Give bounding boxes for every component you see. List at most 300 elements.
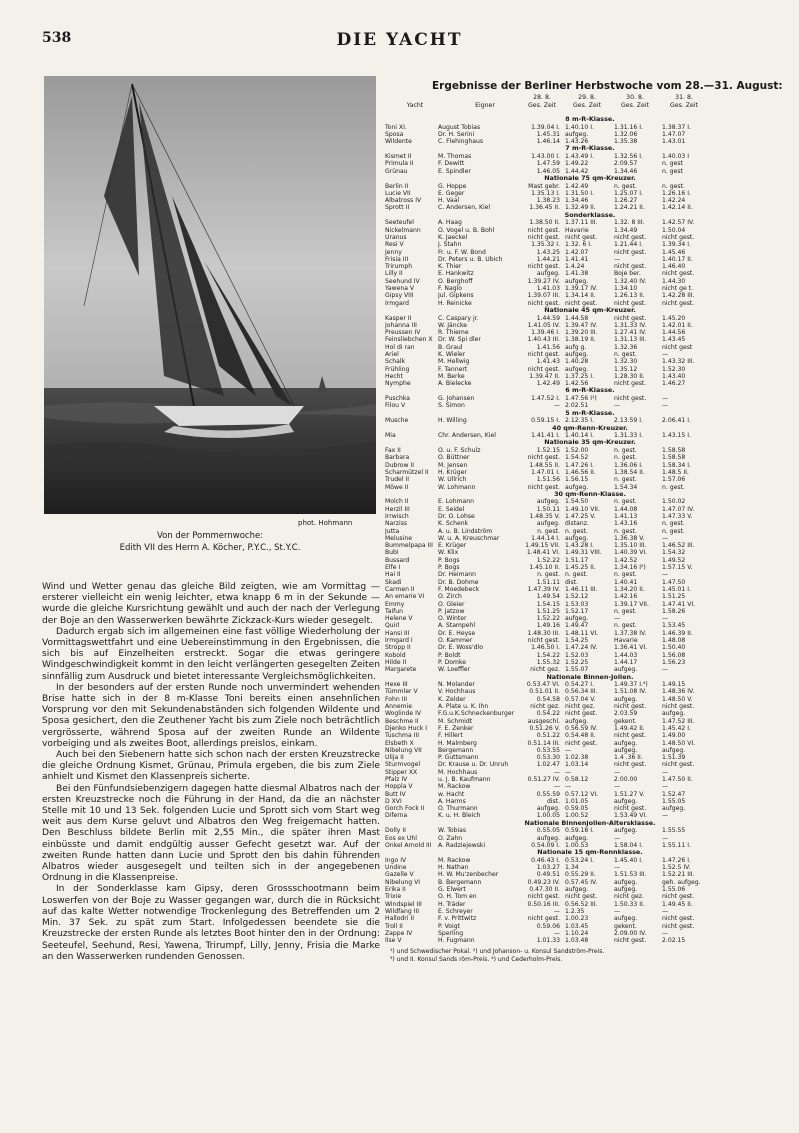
time-day-4: — <box>662 571 669 579</box>
time-day-4: 1.50.02 <box>662 498 686 506</box>
time-day-1: 1.52.15 <box>536 447 560 455</box>
yacht-name: Hol di ran <box>385 343 415 351</box>
result-row <box>385 775 790 783</box>
owner-name: M. Hellwig <box>438 358 470 366</box>
time-day-4: 1.52.21 III. <box>662 871 695 879</box>
time-day-2: 1.32.49 II. <box>565 204 596 212</box>
yacht-name: Wildente <box>385 138 412 146</box>
time-day-3: 1.31.33 IV. <box>614 321 647 329</box>
yacht-name: Musche <box>385 417 409 425</box>
owner-name: Dr. Heimann <box>438 571 476 579</box>
yacht-name: Dubrow II <box>385 461 415 469</box>
yacht-name: Nibelung VI <box>385 878 421 886</box>
result-row <box>385 123 790 131</box>
time-day-1: 1.55.32 <box>536 658 560 666</box>
owner-name: W. Klix <box>438 549 459 557</box>
time-day-4: 1.58.58 <box>662 454 686 462</box>
time-day-4: nicht gest. <box>662 922 695 930</box>
time-day-3: nicht gest. <box>614 314 647 322</box>
time-day-4: — <box>662 812 669 820</box>
result-row <box>385 915 790 923</box>
result-row <box>385 856 790 864</box>
time-day-2: 1.47.56 I¹) <box>565 395 597 403</box>
owner-name: W. Jäncke <box>438 321 468 329</box>
header-owner: Eigner <box>475 102 495 109</box>
time-day-1: 0.47.30 II. <box>529 886 560 894</box>
owner-name: R. Thieme <box>438 329 469 337</box>
time-day-1: 1.52.22 <box>536 615 560 623</box>
yacht-name: Albatross IV <box>385 197 422 205</box>
time-day-4: 1.52.5 IV. <box>662 864 691 872</box>
result-row <box>385 432 790 440</box>
time-day-1: 0.59.06 <box>536 922 560 930</box>
result-row <box>385 241 790 249</box>
result-row <box>385 527 790 535</box>
time-day-3: 1.35.38 <box>614 138 638 146</box>
result-row <box>385 270 790 278</box>
time-day-3: 1.34.20 II. <box>614 585 645 593</box>
time-day-3: aufgeg. <box>614 797 638 805</box>
time-day-3: aufgeg. <box>614 915 638 923</box>
owner-name: M. Hochhaus <box>438 768 478 776</box>
time-day-2: 1.02.38 <box>565 754 589 762</box>
time-day-1: aufgeg. <box>536 270 560 278</box>
time-day-2: 2.02.51 <box>565 402 589 410</box>
time-day-2: 1.44.42 <box>565 167 589 175</box>
time-day-3: n. gest. <box>614 571 637 579</box>
time-day-2: — <box>565 768 572 776</box>
yacht-name: Elsbeth X <box>385 739 414 747</box>
time-day-2: 1.56.15 <box>565 476 589 484</box>
time-day-3: aufgeg. <box>614 739 638 747</box>
owner-name: P. Voigt <box>438 922 460 930</box>
time-day-4: 1.42.14 II. <box>662 204 693 212</box>
owner-name: N. Molander <box>438 681 475 689</box>
time-day-4: 1.50.04 <box>662 226 686 234</box>
total-time-label: Ges. Zeit <box>670 101 698 109</box>
time-day-1: 1.47.52 I. <box>531 395 560 403</box>
time-day-3: 1.39.17 VII. <box>614 600 649 608</box>
time-day-1: 1.51.11 <box>536 578 560 586</box>
yacht-name: Woglinde IV <box>385 710 422 718</box>
time-day-4: — <box>662 834 669 842</box>
time-day-2: 1.38.19 II. <box>565 336 596 344</box>
date-1: 28. 8. <box>533 94 551 101</box>
yacht-name: Sturmvogel <box>385 761 421 769</box>
time-day-2: 1.45.25 II. <box>565 564 596 572</box>
owner-name: W. u. A. Kreuschmar <box>438 534 500 542</box>
time-day-3: 1.32.40 IV. <box>614 277 647 285</box>
result-row <box>385 204 790 212</box>
result-row <box>385 534 790 542</box>
time-day-2: 1.47.24 IV. <box>565 644 598 652</box>
result-row <box>385 513 790 520</box>
owner-name: August Tobias <box>438 123 481 131</box>
owner-name: A. Radziejewski <box>438 841 486 849</box>
owner-name: H. W. Mu'zenbecher <box>438 871 499 879</box>
time-day-3: 1.51.27 V. <box>614 790 645 798</box>
result-row <box>385 695 790 703</box>
result-row <box>385 893 790 901</box>
time-day-3: 2.09.57 <box>614 160 638 168</box>
result-row <box>385 483 790 491</box>
result-row <box>385 864 790 872</box>
time-day-4: 1.38.37 I. <box>662 123 691 131</box>
time-day-3: 1.40.39 VI. <box>614 549 648 557</box>
time-day-4: 1.47.33 V. <box>662 513 693 520</box>
time-day-2: 1.54.50 <box>565 498 589 506</box>
time-day-1: — <box>553 402 560 410</box>
time-day-2: 1.40.28 <box>565 358 589 366</box>
yacht-name: Hansi III <box>385 629 410 637</box>
time-day-2: 1.54.52 <box>565 454 589 462</box>
time-day-1: 0.53.30 <box>536 754 560 762</box>
owner-name: Bergemann <box>438 746 474 754</box>
time-day-1: 1.41.41 I. <box>531 432 560 440</box>
time-day-3: — <box>614 768 621 776</box>
result-row <box>385 153 790 161</box>
time-day-4: 1.43.32 III. <box>662 358 695 366</box>
time-day-4: 1.51.39 <box>662 754 686 762</box>
result-row <box>385 871 790 879</box>
owner-name: Dr. O. Lohse <box>438 513 475 520</box>
yacht-name: Nickelmann <box>385 226 421 234</box>
result-row <box>385 395 790 403</box>
header-date-1 <box>522 94 562 109</box>
time-day-1: 1.54.15 <box>536 600 560 608</box>
time-day-4: 1.56.23 <box>662 658 686 666</box>
yacht-name: Margarete <box>385 666 417 674</box>
yacht-name: Molch II <box>385 498 409 506</box>
owner-name: Dr. Peters u. B. Ubich <box>438 255 503 263</box>
time-day-3: 1.35.10 III. <box>614 542 647 550</box>
time-day-1: 1.41.03 <box>536 285 560 293</box>
class-heading: 5 m-R-Klasse. <box>565 408 615 417</box>
result-row <box>385 160 790 168</box>
time-day-4: 1.48.36 IV. <box>662 688 695 696</box>
class-heading: 6 m-R-Klasse. <box>565 386 615 395</box>
time-day-4: 1.45.20 <box>662 314 686 322</box>
time-day-3: 1.44.08 <box>614 505 638 513</box>
time-day-1: — <box>553 768 560 776</box>
time-day-3: 1.58.04 I. <box>614 841 643 849</box>
time-day-4: nicht gest. <box>662 893 695 901</box>
time-day-4: — <box>662 395 669 403</box>
page-number: 538 <box>42 30 72 46</box>
time-day-1: 1.46.50 I. <box>531 644 560 652</box>
yacht-name: Puschka <box>385 395 410 403</box>
results-column <box>385 80 790 963</box>
time-day-3: nicht gest. <box>614 299 647 307</box>
owner-name: M. Berke <box>438 372 465 380</box>
time-day-1: 1.41.56 <box>536 343 560 351</box>
time-day-2: 1.37.11 III. <box>565 219 598 227</box>
result-row <box>385 476 790 484</box>
time-day-2: 0.58.12 <box>565 775 589 783</box>
time-day-4: 1.56.08 <box>662 651 686 659</box>
owner-name: H. Nathan <box>438 864 469 872</box>
yacht-name: Irmgard <box>385 299 409 307</box>
time-day-4: n. gest. <box>662 527 685 535</box>
time-day-3: 1.34.10 <box>614 285 638 293</box>
time-day-3: 1.53.49 VI. <box>614 812 648 820</box>
yacht-name: Dolly II <box>385 827 406 835</box>
time-day-3: 1.34.16 I²) <box>614 564 646 572</box>
time-day-2: 0.57.12 VI. <box>565 790 599 798</box>
yacht-name: Barbara <box>385 454 410 462</box>
yacht-name: Trudel II <box>385 476 410 484</box>
time-day-1: 0.53.47 VI. <box>526 681 560 689</box>
owner-name: A. Stampehl <box>438 622 476 630</box>
result-row <box>385 790 790 798</box>
time-day-1: 1.02.47 <box>536 761 560 769</box>
yacht-name: Toni XI. <box>385 123 407 131</box>
owner-name: O. Thurmann <box>438 805 478 813</box>
time-day-4: 1.47.50 II. <box>662 775 693 783</box>
class-heading: Nationale 45 qm-Kreuzer. <box>544 305 636 314</box>
time-day-2: 1.34.14 II. <box>565 292 596 300</box>
time-day-1: 1.43.00 I. <box>531 153 560 161</box>
yacht-name: Kismet II <box>385 153 412 161</box>
yacht-name: Hilde II <box>385 658 407 666</box>
time-day-1: 0.51.27 IV. <box>527 775 560 783</box>
owner-name: F. E. Zenker <box>438 724 474 732</box>
time-day-1: n. gest. <box>537 571 560 579</box>
time-day-3: nicht gest. <box>614 761 647 769</box>
time-day-2: 0.59.18 I. <box>565 827 594 835</box>
date-4: 31. 8. <box>675 94 693 101</box>
time-day-4: 1.52.47 <box>662 790 686 798</box>
result-row <box>385 739 790 747</box>
results-title: Ergebnisse der Berliner Herbstwoche vom 28.—31. August: <box>432 80 783 92</box>
time-day-4: nicht gest. <box>662 270 695 278</box>
owner-name: K. Thier <box>438 263 462 271</box>
time-day-3: aufgeg. <box>614 746 638 754</box>
owner-name: C. Caspary jr. <box>438 314 479 322</box>
time-day-3: 1.43.16 <box>614 520 638 528</box>
time-day-4: 1.42.24 <box>662 197 686 205</box>
time-day-2: n. gest. <box>565 527 588 535</box>
yacht-name: Pfalz IV <box>385 775 408 783</box>
time-day-2: 1.49.22 <box>565 160 589 168</box>
time-day-4: — <box>662 768 669 776</box>
header-date-2 <box>566 94 608 109</box>
result-row <box>385 812 790 820</box>
yacht-name: Seeteufel <box>385 219 414 227</box>
owner-name: H. Vaal <box>438 197 460 205</box>
time-day-1: 1.42.49 <box>536 380 560 388</box>
time-day-2: 1.46.56 II. <box>565 468 596 476</box>
owner-name: P. Domke <box>438 658 467 666</box>
time-day-4: 1.50.40 <box>662 644 686 652</box>
time-day-3: 1.32.56 I. <box>614 153 643 161</box>
footnotes <box>390 948 790 963</box>
yacht-name: Fax II <box>385 447 401 455</box>
time-day-2: nicht gez. <box>565 703 595 711</box>
owner-name: G. Johansen <box>438 395 475 403</box>
owner-name: M. Thomas <box>438 153 472 161</box>
time-day-3: 1.41.13 <box>614 513 638 520</box>
time-day-4: 1.26.16 I. <box>662 189 691 197</box>
time-day-4: 1.46.40 <box>662 263 686 271</box>
class-heading: Nationale 35 qm-Kreuzer. <box>544 438 636 447</box>
yacht-name: Elfe I <box>385 564 401 572</box>
time-day-4: 1.51.25 <box>662 593 686 601</box>
time-day-4: 1.58.34 I. <box>662 461 691 469</box>
time-day-3: 1.35.12 <box>614 365 638 373</box>
time-day-4: 1.53.45 <box>662 622 686 630</box>
time-day-1: ausgeschl. <box>527 717 560 725</box>
article-body <box>42 582 380 963</box>
time-day-1: 1.50.11 <box>536 505 560 513</box>
article-paragraph: Bei den Fünfundsiebenzigern dagegen hatte diesmal Albatros nach der ersten Kreuzstrecke noch die Führung in der Hand, da die an nächster Stelle mit 10 und 13 Sek. folgenden Lucie und Sprott sich vom Start weg weit aus dem Kurse geluvt und Albatros den Weg freigemacht hatten. Den Beschluss bildete Berlin mit 2,55 Min., die später ihren Mast einbüsste und damit endgültig ausser Gefecht gesetzt war. Auf der zweiten Runde hatten dann Lucie und Sprott den bis dahin führenden Albatros wieder ausgesegelt und teilten sich in der angegebenen Ordnung in die Klassenpreise. <box>42 783 380 884</box>
time-day-1: 1.39.47 II. <box>529 372 560 380</box>
time-day-2: 1.2.35 <box>565 907 585 915</box>
result-row <box>385 498 790 506</box>
time-day-2: 1.00.53 <box>565 841 589 849</box>
result-row <box>385 226 790 234</box>
article-paragraph: In der besonders auf der ersten Runde noch unvermindert wehenden Brise hatte sich in der 8 m-Klasse Toni bereits einen ansehnlichen Vorsprung vor den mit Sekundenabständen sich folgenden Wildente und Sposa gesichert, den die Zeuthener Yacht bis zum Ziele noch beträchtlich vergrösserte, während Sposa auf der zweiten Runde an Wildente vorbeiging und als zweites Boot, allerdings preislos, einkam. <box>42 682 380 749</box>
yacht-name: Gipsy VIII <box>385 292 414 300</box>
time-day-2: 1.48.11 VI. <box>565 629 599 637</box>
time-day-2: 0.54.27 I. <box>565 681 594 689</box>
yacht-name: Johanna III <box>385 321 417 329</box>
owner-name: H. Krüger <box>438 468 467 476</box>
owner-name: Dr. W. Spi dler <box>438 336 481 344</box>
yacht-name: Seehund IV <box>385 277 420 285</box>
time-day-3: 1.40.41 <box>614 578 638 586</box>
owner-name: K. Zelder <box>438 695 466 703</box>
result-row <box>385 520 790 528</box>
owner-name: P. Bogs <box>438 564 460 572</box>
class-heading: Nationale 75 qm-Kreuzer. <box>544 173 636 182</box>
time-day-3: 1.51.53 III. <box>614 871 647 879</box>
result-row <box>385 542 790 550</box>
yacht-name: Taifun <box>385 607 404 615</box>
time-day-2: 1.52.12 <box>565 593 589 601</box>
owner-name: A. Haag <box>438 219 462 227</box>
time-day-1: 1.39.27 IV. <box>527 277 560 285</box>
time-day-4: n. gest <box>662 167 683 175</box>
time-day-1: 0.51.14 III. <box>527 739 560 747</box>
time-day-2: 0.54.48 II. <box>565 732 596 740</box>
time-day-1: 0.53.55 <box>536 746 560 754</box>
result-row <box>385 314 790 322</box>
time-day-3: 1.4 .36 II. <box>614 754 643 762</box>
result-row <box>385 343 790 351</box>
time-day-4: 1.48.50 V. <box>662 695 693 703</box>
yacht-name: Nibelung VII <box>385 746 422 754</box>
time-day-3: 1.37.38 IV. <box>614 629 647 637</box>
owner-name: E. Spindler <box>438 167 471 175</box>
class-heading: Nationale Binnen-Jollen. <box>546 672 634 681</box>
time-day-2: aufgeg. <box>565 717 589 725</box>
time-day-4: 1.49.52 <box>662 556 686 564</box>
time-day-3: 2.13.59 I. <box>614 417 643 425</box>
owner-name: F. Hillert <box>438 732 463 740</box>
time-day-1: 0.54.58 <box>536 695 560 703</box>
yacht-name: Scharmützel II <box>385 468 429 476</box>
time-day-4: 1.57.15 V. <box>662 564 693 572</box>
owner-name: Dr. H. Serini <box>438 130 475 138</box>
time-day-3: 1.32.30 <box>614 358 638 366</box>
time-day-1: nicht gest. <box>527 365 560 373</box>
yacht-name: Trirumph <box>385 263 413 271</box>
time-day-1: — <box>553 929 560 937</box>
time-day-4: nicht gest. <box>662 915 695 923</box>
yacht-name: Schalk <box>385 358 406 366</box>
time-day-4: 1.47.52 III. <box>662 717 695 725</box>
class-heading: Nationale 15 qm-Rennklasse. <box>537 848 643 857</box>
yacht-name: Melusine <box>385 534 413 542</box>
result-row <box>385 417 790 425</box>
sailing-yacht-photo <box>44 76 376 514</box>
owner-name: u. J. B. Kaufmann <box>438 775 491 783</box>
owner-name: E. Geger <box>438 189 465 197</box>
yacht-name: Kasper II <box>385 314 412 322</box>
time-day-2: aufgeg. <box>565 483 589 491</box>
result-row <box>385 929 790 937</box>
time-day-2: 1.52.03 <box>565 651 589 659</box>
yacht-name: Djenko Huck I <box>385 724 428 732</box>
time-day-4: aufgeg. <box>662 746 686 754</box>
result-row <box>385 841 790 849</box>
owner-name: F. Moedebeck <box>438 585 480 593</box>
result-row <box>385 167 790 175</box>
owner-name: K. Schenk <box>438 520 469 528</box>
owner-name: B. Graul <box>438 343 463 351</box>
owner-name: M. Rackow <box>438 856 471 864</box>
time-day-1: 1.47.01 I. <box>531 468 560 476</box>
owner-name: P. Jatzow <box>438 607 465 615</box>
time-day-2: 0.55.29 II. <box>565 871 596 879</box>
time-day-4: 1.40.17 II. <box>662 255 693 263</box>
result-row <box>385 886 790 894</box>
yacht-name: Jenny <box>385 248 402 256</box>
yacht-name: Windspiel III <box>385 900 422 908</box>
result-row <box>385 585 790 593</box>
time-day-4: nicht gest. <box>662 703 695 711</box>
time-day-4: 1.49.15 <box>662 681 686 689</box>
time-day-2: 1.40.10 I. <box>565 123 594 131</box>
article-paragraph: Auch bei den Siebenern hatte sich schon nach der ersten Kreuzstrecke die gleiche Ordnung Kismet, Grünau, Primula ergeben, die bis zum Ziele anhielt und Kismet den Klassenpreis sicherte. <box>42 750 380 783</box>
owner-name: P. Bogs <box>438 556 460 564</box>
time-day-1: 0.51.26 V. <box>529 724 560 732</box>
yacht-name: Filou V <box>385 402 406 410</box>
time-day-1: nicht gest. <box>527 915 560 923</box>
result-row <box>385 805 790 813</box>
time-day-3: gekent. <box>614 717 637 725</box>
time-day-3: 1.45.40 I. <box>614 856 643 864</box>
result-row <box>385 549 790 557</box>
time-day-1: Mast gebr. <box>528 182 560 190</box>
time-day-1: nicht gez. <box>530 666 560 674</box>
owner-name: P. Boldt <box>438 651 461 659</box>
time-day-3: aufgeg. <box>614 878 638 886</box>
time-day-2: 0.57.45 IV. <box>565 878 598 886</box>
time-day-2: 1.39.20 III. <box>565 329 598 337</box>
time-day-4: 1.39.34 I. <box>662 241 691 249</box>
time-day-3: Havarie <box>614 637 638 645</box>
time-day-3: 1.36.38 V. <box>614 534 645 542</box>
class-heading: 40 qm-Renn-Kreuzer. <box>552 423 628 432</box>
result-row <box>385 447 790 455</box>
time-day-4: 1.44.56 <box>662 329 686 337</box>
result-row <box>385 468 790 476</box>
time-day-3: 1.27.41 IV. <box>614 329 647 337</box>
time-day-3: 1.44.03 <box>614 651 638 659</box>
owner-name: A. u. B. Lindström <box>438 527 493 535</box>
